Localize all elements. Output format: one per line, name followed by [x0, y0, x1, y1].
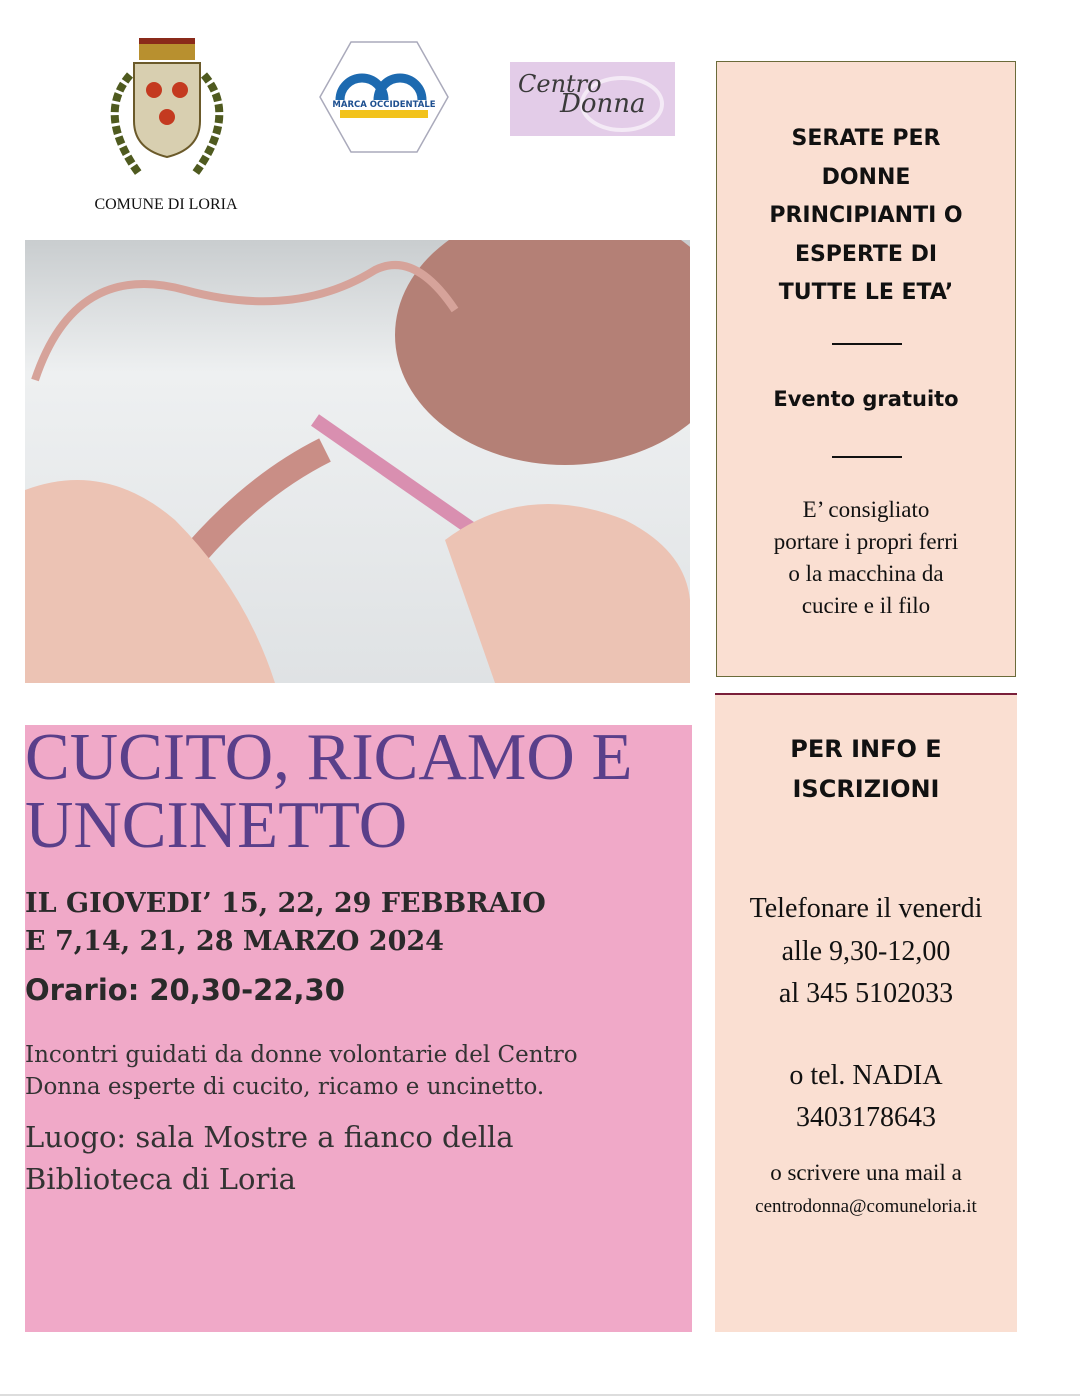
audience-line: ESPERTE DI — [794, 241, 938, 267]
audience-info-box — [716, 61, 1016, 677]
audience-heading — [717, 120, 1015, 313]
contact-info-box — [715, 693, 1017, 1332]
dates-line: IL GIOVEDI’ 15, 22, 29 FEBBRAIO — [25, 888, 546, 919]
event-title — [25, 720, 633, 862]
phone-number[interactable]: al 345 5102033 — [778, 978, 954, 1009]
title-line: UNCINETTO — [25, 788, 408, 862]
audience-line: SERATE PER — [791, 126, 941, 151]
page-bottom-divider — [0, 1394, 1080, 1396]
divider — [832, 343, 902, 345]
desc-line: Donna esperte di cucito, ricamo e uncinetto. — [25, 1074, 545, 1100]
mail-intro: o scrivere una mail a — [770, 1160, 962, 1185]
svg-text:Donna: Donna — [560, 89, 646, 119]
advice-text — [737, 494, 995, 622]
event-time: Orario: 20,30-22,30 — [25, 973, 345, 1007]
title-line: CUCITO, RICAMO E — [25, 720, 633, 794]
audience-line: TUTTE LE ETA’ — [778, 280, 954, 305]
contact-heading-line: ISCRIZIONI — [792, 775, 940, 803]
dates-line: E 7,14, 21, 28 MARZO 2024 — [25, 926, 444, 957]
marca-occidentale-logo — [318, 40, 450, 154]
advice-line: o la macchina da — [788, 561, 944, 586]
centro-donna-logo — [510, 62, 675, 136]
event-dates — [25, 885, 546, 961]
advice-line: E’ consigliato — [802, 497, 930, 522]
comune-label: COMUNE DI LORIA — [94, 196, 238, 213]
event-location — [25, 1116, 514, 1200]
desc-line: Incontri guidati da donne volontarie del Centro — [25, 1042, 578, 1068]
email-address[interactable]: centrodonna@comuneloria.it — [755, 1196, 977, 1217]
svg-text:Centro: Centro — [518, 70, 602, 98]
nadia-contact — [715, 1055, 1017, 1139]
divider — [832, 456, 902, 458]
contact-heading — [715, 729, 1017, 809]
nadia-label: o tel. NADIA — [789, 1060, 943, 1091]
contact-heading-line: PER INFO E — [790, 735, 942, 763]
nadia-phone[interactable]: 3403178643 — [796, 1102, 936, 1133]
phone-info — [715, 888, 1017, 1016]
comune-crest-logo — [92, 35, 242, 190]
phone-line: alle 9,30-12,00 — [781, 935, 951, 967]
crochet-photo — [25, 240, 690, 683]
event-description — [25, 1039, 578, 1103]
place-line: Luogo: sala Mostre a fianco della — [25, 1120, 514, 1154]
marca-logo-text: MARCA OCCIDENTALE — [332, 100, 436, 110]
event-main-box — [25, 720, 692, 1332]
audience-line: PRINCIPIANTI O — [769, 203, 963, 228]
phone-line: Telefonare il venerdi — [749, 893, 983, 924]
audience-line: DONNE — [821, 164, 911, 190]
advice-line: cucire e il filo — [801, 593, 931, 618]
free-event-label: Evento gratuito — [773, 387, 959, 411]
place-line: Biblioteca di Loria — [25, 1162, 296, 1196]
advice-line: portare i propri ferri — [773, 529, 959, 554]
